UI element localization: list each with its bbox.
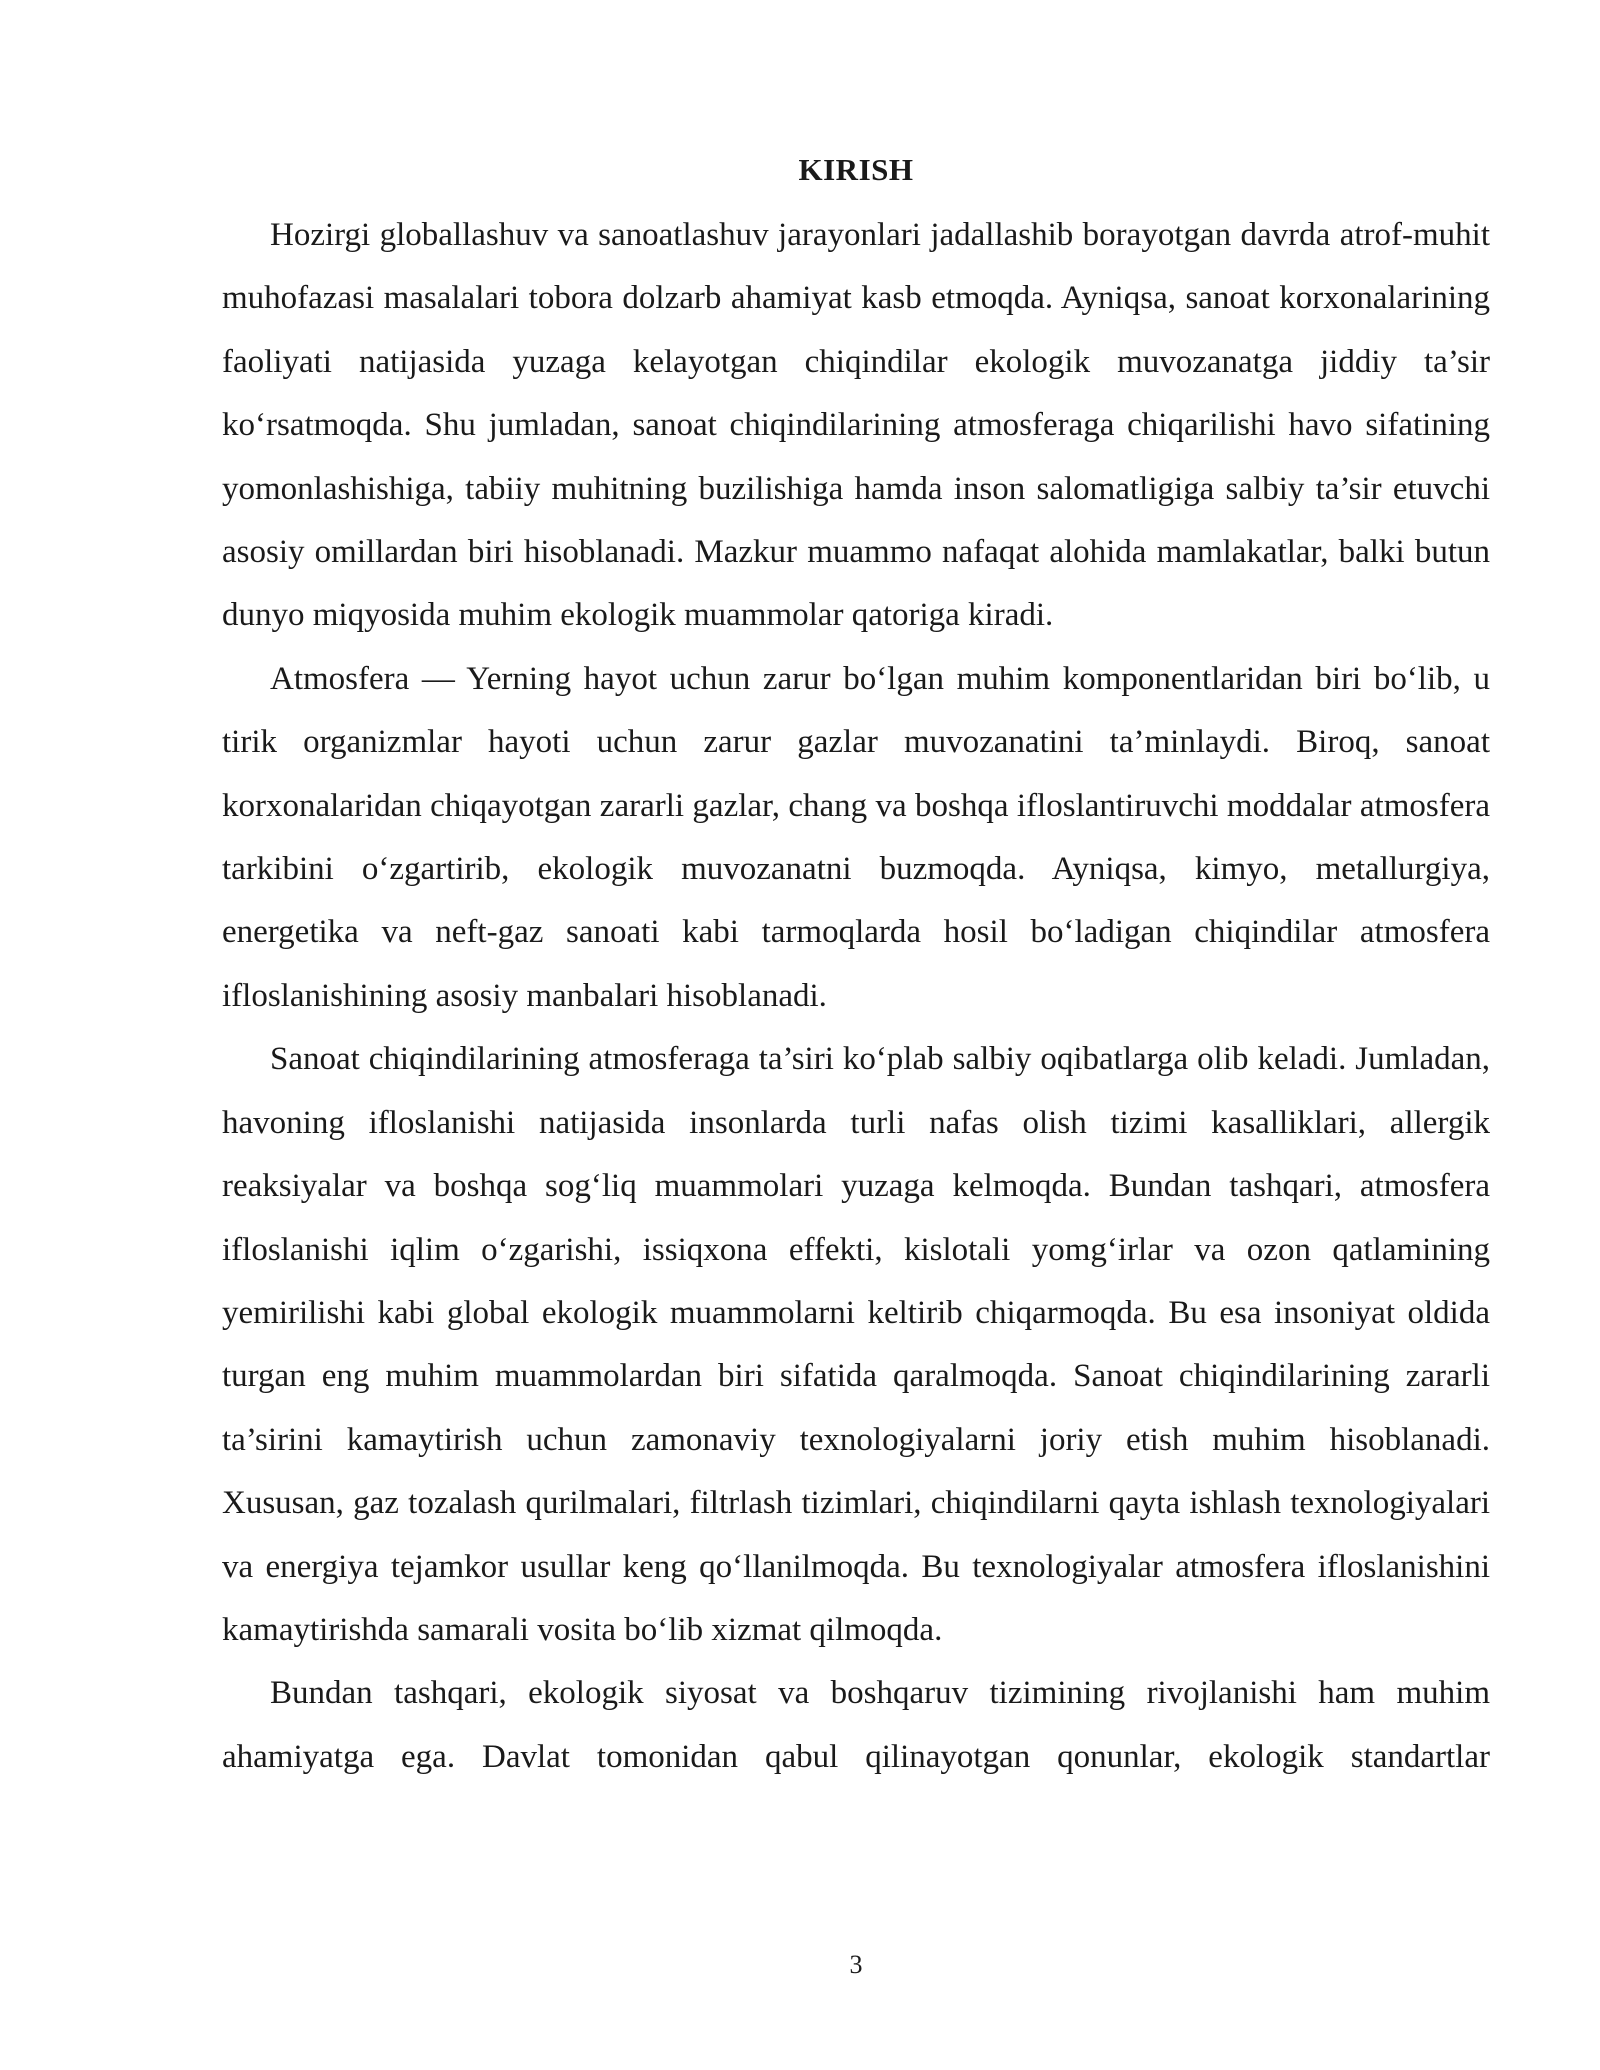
section-title: KIRISH xyxy=(798,152,914,187)
paragraph-3: Sanoat chiqindilarining atmosferaga ta’siri ko‘plab salbiy oqibatlarga olib keladi. Jumladan, havoning ifloslanishi natijasida insonlarda turli nafas olish tizimi kasalliklari, allergik reaksiyalar va boshqa sog‘liq muammolari yuzaga kelmoqda. Bundan tashqari, atmosfera ifloslanishi iqlim o‘zgarishi, issiqxona effekti, kislotali yomg‘irlar va ozon qatlamining yemirilishi kabi global ekologik muammolarni keltirib chiqarmoqda. Bu esa insoniyat oldida turgan eng muhim muammolardan biri sifatida qaralmoqda. Sanoat chiqindilarining zararli ta’sirini kamaytirish uchun zamonaviy texnologiyalarni joriy etish muhim hisoblanadi. Xususan, gaz tozalash qurilmalari, filtrlash tizimlari, chiqindilarni qayta ishlash texnologiyalari va energiya tejamkor usullar keng qo‘llanilmoqda. Bu texnologiyalar atmosfera ifloslanishini kamaytirishda samarali vosita bo‘lib xizmat qilmoqda. xyxy=(222,1041,1490,1648)
paragraph-2: Atmosfera — Yerning hayot uchun zarur bo‘lgan muhim komponentlaridan biri bo‘lib, u tirik organizmlar hayoti uchun zarur gazlar muvozanatini ta’minlaydi. Biroq, sanoat korxonalaridan chiqayotgan zararli gazlar, chang va boshqa ifloslantiruvchi moddalar atmosfera tarkibini o‘zgartirib, ekologik muvozanatni buzmoqda. Ayniqsa, kimyo, metallurgiya, energetika va neft-gaz sanoati kabi tarmoqlarda hosil bo‘ladigan chiqindilar atmosfera ifloslanishining asosiy manbalari hisoblanadi. xyxy=(222,660,1490,1014)
body-text xyxy=(222,204,1490,1789)
paragraph-4: Bundan tashqari, ekologik siyosat va boshqaruv tizimining rivojlanishi ham muhim ahamiyatga ega. Davlat tomonidan qabul qilinayotgan qonunlar, ekologik standartlar xyxy=(222,1675,1490,1775)
paragraph-1: Hozirgi globallashuv va sanoatlashuv jarayonlari jadallashib borayotgan davrda atrof-muhit muhofazasi masalalari tobora dolzarb ahamiyat kasb etmoqda. Ayniqsa, sanoat korxonalarining faoliyati natijasida yuzaga kelayotgan chiqindilar ekologik muvozanatga jiddiy ta’sir ko‘rsatmoqda. Shu jumladan, sanoat chiqindilarining atmosferaga chiqarilishi havo sifatining yomonlashishiga, tabiiy muhitning buzilishiga hamda inson salomatligiga salbiy ta’sir etuvchi asosiy omillardan biri hisoblanadi. Mazkur muammo nafaqat alohida mamlakatlar, balki butun dunyo miqyosida muhim ekologik muammolar qatoriga kiradi. xyxy=(222,217,1490,634)
page-number: 3 xyxy=(849,1950,863,1979)
